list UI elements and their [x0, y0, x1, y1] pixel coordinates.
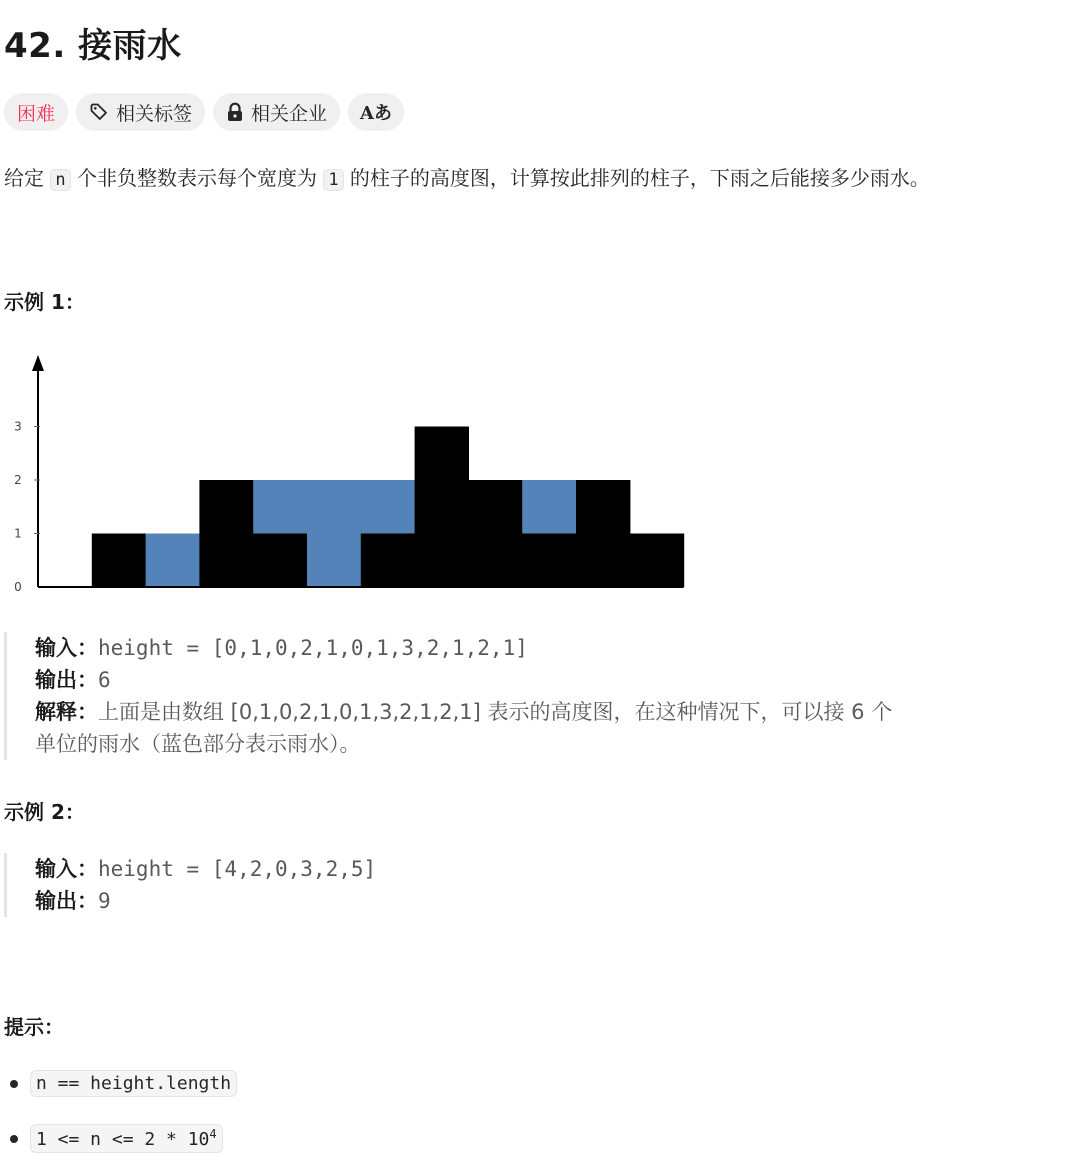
example1-heading: 示例 1：	[4, 290, 85, 314]
related-companies-button[interactable]	[213, 93, 340, 131]
desc-text: 的柱子的高度图，计算按此排列的柱子，下雨之后能接多少雨水。	[343, 166, 930, 190]
output-label: 输出：	[35, 889, 98, 913]
elevation-bar	[630, 534, 684, 588]
water-bar	[361, 480, 415, 534]
lock-icon	[226, 102, 244, 122]
constraint-text: 1 <= n <= 2 * 10	[36, 1129, 210, 1150]
y-tick-label: 0	[14, 580, 22, 594]
water-bar	[307, 480, 361, 587]
constraint-code	[30, 1124, 223, 1153]
related-tags-label: 相关标签	[116, 102, 193, 125]
constraint-item	[10, 1070, 237, 1097]
elevation-bar	[199, 480, 253, 587]
inline-code-1: 1	[323, 169, 343, 191]
y-tick-label: 2	[14, 473, 22, 487]
y-axis-arrow	[32, 355, 44, 371]
constraint-code: n == height.length	[30, 1070, 237, 1097]
y-tick-label: 3	[14, 419, 22, 434]
translate-icon: Aあ	[360, 103, 393, 124]
related-tags-button[interactable]	[76, 93, 205, 131]
elevation-bar	[576, 480, 630, 587]
explain-text: 上面是由数组 [0,1,0,2,1,0,1,3,2,1,2,1] 表示的高度图，在这种情况下，可以接 6 个	[98, 700, 893, 724]
example2-heading: 示例 2：	[4, 800, 85, 824]
related-companies-label: 相关企业	[251, 102, 328, 125]
elevation-bar	[361, 534, 415, 588]
badge-row	[4, 93, 404, 131]
example1-block	[4, 632, 892, 760]
y-tick-label: 1	[14, 526, 22, 541]
bullet-icon	[10, 1135, 18, 1143]
inline-code-n: n	[50, 169, 70, 191]
elevation-bar	[92, 534, 146, 588]
bullet-icon	[10, 1080, 18, 1088]
constraint-item	[10, 1124, 223, 1153]
elevation-bar	[253, 534, 307, 588]
tag-icon	[89, 102, 109, 122]
water-bar	[253, 480, 307, 534]
difficulty-badge[interactable]: 困难	[4, 93, 68, 131]
elevation-map-chart	[0, 345, 700, 605]
output-value: 6	[98, 668, 111, 692]
elevation-bar	[415, 427, 469, 588]
output-label: 输出：	[35, 668, 98, 692]
translate-button[interactable]	[348, 93, 404, 131]
desc-text: 给定	[4, 166, 51, 190]
constraints-heading: 提示：	[4, 1015, 64, 1039]
constraint-exponent: 4	[209, 1127, 217, 1141]
problem-title: 42. 接雨水	[4, 26, 182, 66]
desc-text: 个非负整数表示每个宽度为	[70, 166, 324, 190]
input-label: 输入：	[35, 857, 98, 881]
water-bar	[522, 480, 576, 534]
input-value: height = [4,2,0,3,2,5]	[98, 857, 377, 881]
output-value: 9	[98, 889, 111, 913]
input-value: height = [0,1,0,2,1,0,1,3,2,1,2,1]	[98, 636, 528, 660]
elevation-bar	[522, 534, 576, 588]
elevation-bar	[468, 480, 522, 587]
explain-text-cont: 单位的雨水（蓝色部分表示雨水）。	[35, 732, 361, 756]
example2-block	[4, 853, 376, 917]
explain-label: 解释：	[35, 700, 98, 724]
input-label: 输入：	[35, 636, 98, 660]
water-bar	[146, 534, 200, 588]
problem-description	[4, 162, 930, 191]
